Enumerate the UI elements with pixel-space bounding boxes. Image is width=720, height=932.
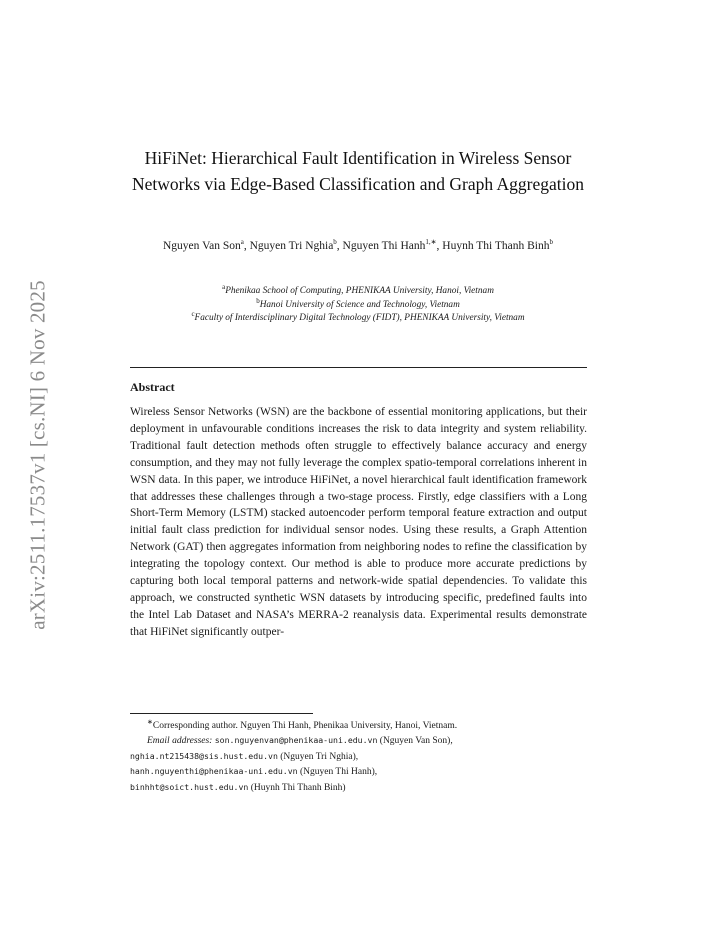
abstract-heading: Abstract xyxy=(130,380,175,394)
email-link[interactable]: hanh.nguyenthi@phenikaa-uni.edu.vn xyxy=(130,766,298,777)
footnotes xyxy=(130,719,590,795)
author: Nguyen Tri Nghia$^b$, xyxy=(249,238,343,252)
author-list xyxy=(130,238,586,255)
paper-title: HiFiNet: Hierarchical Fault Identification in Wireless Sensor Networks via Edge-Based Classification and Graph Aggregation xyxy=(132,148,584,194)
email-link[interactable]: son.nguyenvan@phenikaa-uni.edu.vn xyxy=(214,735,378,746)
email-line: Email addresses: son.nguyenvan@phenikaa-uni.edu.vn (Nguyen Van Son), xyxy=(147,735,453,747)
email-link[interactable]: nghia.nt215438@sis.hust.edu.vn xyxy=(130,750,278,761)
affiliation: $^b$Hanoi University of Science and Technology, Vietnam xyxy=(256,296,460,310)
corresponding-author-note: ∗Corresponding author. Nguyen Thi Hanh, Phenikaa University, Hanoi, Vietnam. xyxy=(147,717,458,731)
author: Huynh Thi Thanh Binh$^b$ xyxy=(442,238,553,252)
email-line: binhht@soict.hust.edu.vn (Huynh Thi Thanh Binh) xyxy=(130,781,346,793)
affiliation: $^a$Phenikaa School of Computing, PHENIKAA University, Hanoi, Vietnam xyxy=(222,282,494,296)
email-line: nghia.nt215438@sis.hust.edu.vn (Nguyen Tri Nghia), xyxy=(130,750,359,762)
header-divider xyxy=(130,367,587,368)
author: Nguyen Van Son$^a$, xyxy=(163,238,250,252)
affiliation: $^c$Faculty of Interdisciplinary Digital Technology (FIDT), PHENIKAA University, Vietnam xyxy=(191,309,525,323)
email-link[interactable]: binhht@soict.hust.edu.vn xyxy=(130,781,249,792)
email-line: hanh.nguyenthi@phenikaa-uni.edu.vn (Nguyen Thi Hanh), xyxy=(130,766,378,778)
affiliation-list xyxy=(120,282,596,326)
abstract-text: Wireless Sensor Networks (WSN) are the backbone of essential monitoring applications, but their deployment in unfavourable conditions increases the risk to data integrity and system reliability. Traditional fault detection methods often struggle to effectively balance accuracy and energy consumption, and they may not fully leverage the complex spatio-temporal correlations inherent in WSN data. In this paper, we introduce HiFiNet, a novel hierarchical fault identification framework that addresses these challenges through a two-stage process. Firstly, edge classifiers with a Long Short-Term Memory (LSTM) stacked autoencoder perform temporal feature extraction and output initial fault class prediction for individual sensor nodes. Using these results, a Graph Attention Network (GAT) then aggregates information from neighboring nodes to refine the classification by integrating the topology context. Our method is able to produce more accurate predictions by capturing both local temporal patterns and network-wide spatial dependencies. To validate this approach, we constructed synthetic WSN datasets by introducing specific, predefined faults into the Intel Lab Dataset and NASA’s MERRA-2 reanalysis data. Experimental results demonstrate that HiFiNet significantly outper- xyxy=(130,406,587,638)
arxiv-identifier-stamp[interactable]: arXiv:2511.17537v1 [cs.NI] 6 Nov 2025 xyxy=(25,280,50,630)
author: Nguyen Thi Hanh$^{1,∗}$, xyxy=(342,238,443,252)
footnote-divider xyxy=(130,713,313,714)
